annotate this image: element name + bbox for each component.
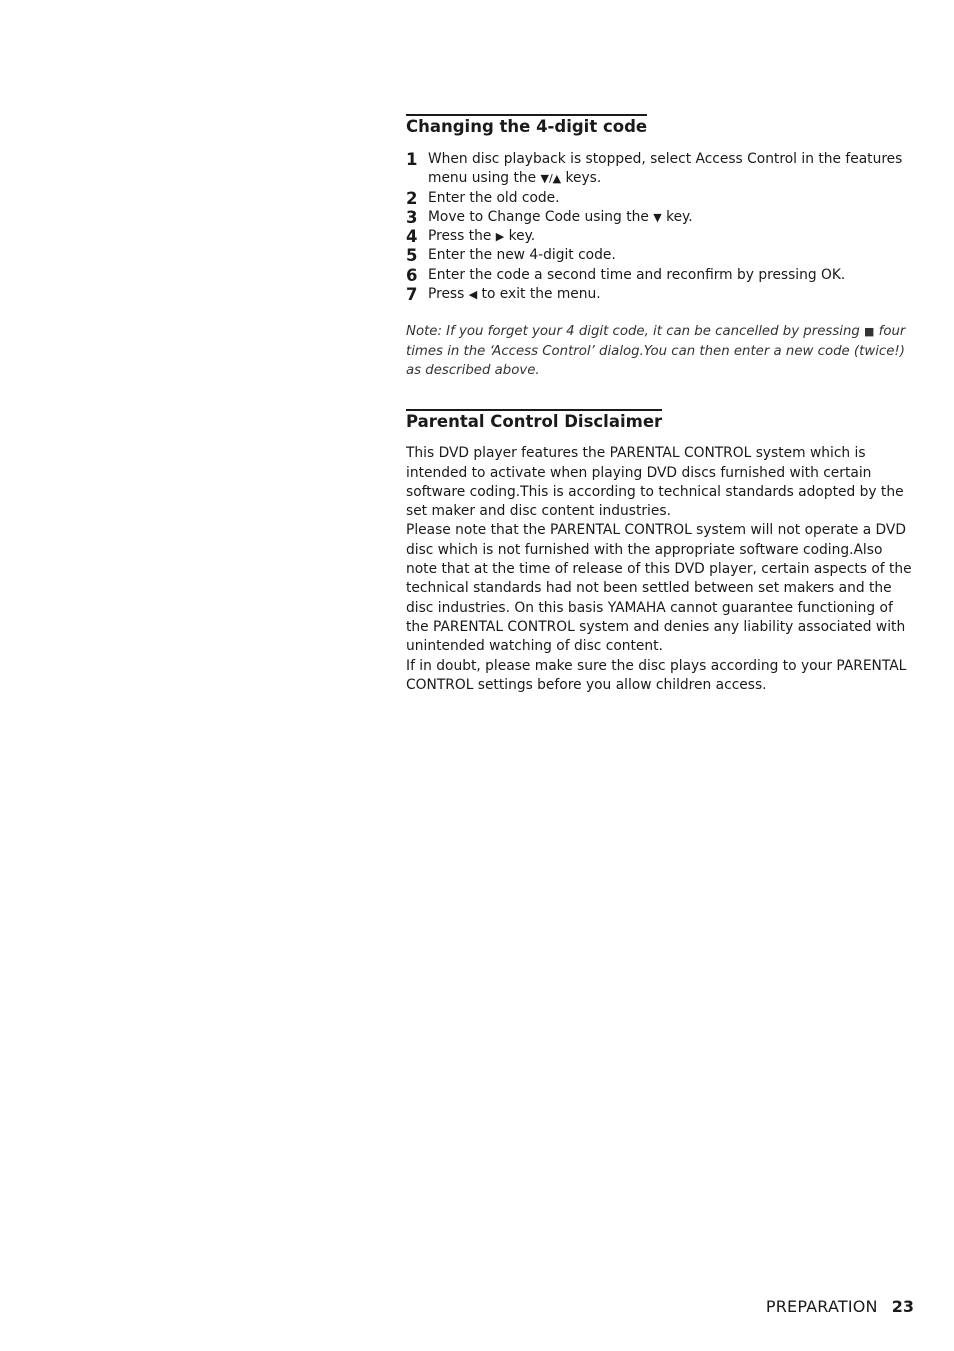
footer-section-label: PREPARATION bbox=[765, 1297, 878, 1316]
step-text: Move to Change Code using the ▼ key. bbox=[428, 208, 693, 225]
disclaimer-body bbox=[406, 444, 912, 695]
step-text: Enter the old code. bbox=[428, 189, 560, 206]
page-number: 23 bbox=[891, 1297, 914, 1316]
stop-square-icon: ■ bbox=[864, 325, 875, 339]
disclaimer-paragraph: If in doubt, please make sure the disc plays according to your PARENTAL CONTROL settings before you allow children access. bbox=[406, 657, 907, 693]
step-item bbox=[406, 150, 912, 189]
step-number: 4 bbox=[406, 227, 418, 247]
step-number: 1 bbox=[406, 150, 418, 169]
down-up-arrow-icon: ▼/▲ bbox=[540, 172, 562, 186]
step-text: Enter the new 4-digit code. bbox=[428, 247, 616, 264]
section-title-changing-code: Changing the 4-digit code bbox=[406, 114, 647, 137]
content-column bbox=[406, 114, 912, 695]
step-number: 5 bbox=[406, 246, 418, 266]
step-number: 3 bbox=[406, 207, 418, 227]
disclaimer-paragraph: This DVD player features the PARENTAL CONTROL system which is intended to activate when playing DVD discs furnished with certain software coding.This is according to technical standards adopted by the set maker and disc content industries. bbox=[406, 445, 904, 520]
disclaimer-paragraph: Please note that the PARENTAL CONTROL system will not operate a DVD disc which is not furnished with the appropriate software coding.Also note that at the time of release of this DVD player, certain aspects of the technical standards had not been settled between set makers and the disc industries. On this basis YAMAHA cannot guarantee functioning of the PARENTAL CONTROL system and denies any liability associated with unintended watching of disc content. bbox=[406, 522, 912, 655]
note-text: Note: If you forget your 4 digit code, it can be cancelled by pressing ■ four times in the ‘Access Control’ dialog.You can then enter a new code (twice!) as described above. bbox=[406, 324, 906, 378]
step-item bbox=[406, 266, 912, 285]
parental-disclaimer-section bbox=[406, 409, 912, 695]
step-text: Enter the code a second time and reconfirm by pressing OK. bbox=[428, 266, 846, 283]
step-item bbox=[406, 208, 912, 227]
step-text: Press the ▶ key. bbox=[428, 228, 536, 245]
section-title-parental-disclaimer: Parental Control Disclaimer bbox=[406, 409, 662, 432]
step-item bbox=[406, 246, 912, 265]
step-item bbox=[406, 189, 912, 208]
step-item bbox=[406, 227, 912, 246]
step-text: When disc playback is stopped, select Access Control in the features menu using the ▼/▲ keys. bbox=[428, 151, 903, 187]
steps-list bbox=[406, 150, 912, 304]
page-footer bbox=[766, 1296, 914, 1318]
step-number: 7 bbox=[406, 285, 418, 305]
left-arrow-icon: ◀ bbox=[468, 288, 478, 302]
right-arrow-icon: ▶ bbox=[495, 230, 505, 244]
step-item bbox=[406, 285, 912, 304]
down-arrow-icon: ▼ bbox=[653, 210, 662, 224]
step-number: 6 bbox=[406, 265, 418, 285]
step-text: Press ◀ to exit the menu. bbox=[428, 286, 601, 303]
step-number: 2 bbox=[406, 188, 418, 208]
